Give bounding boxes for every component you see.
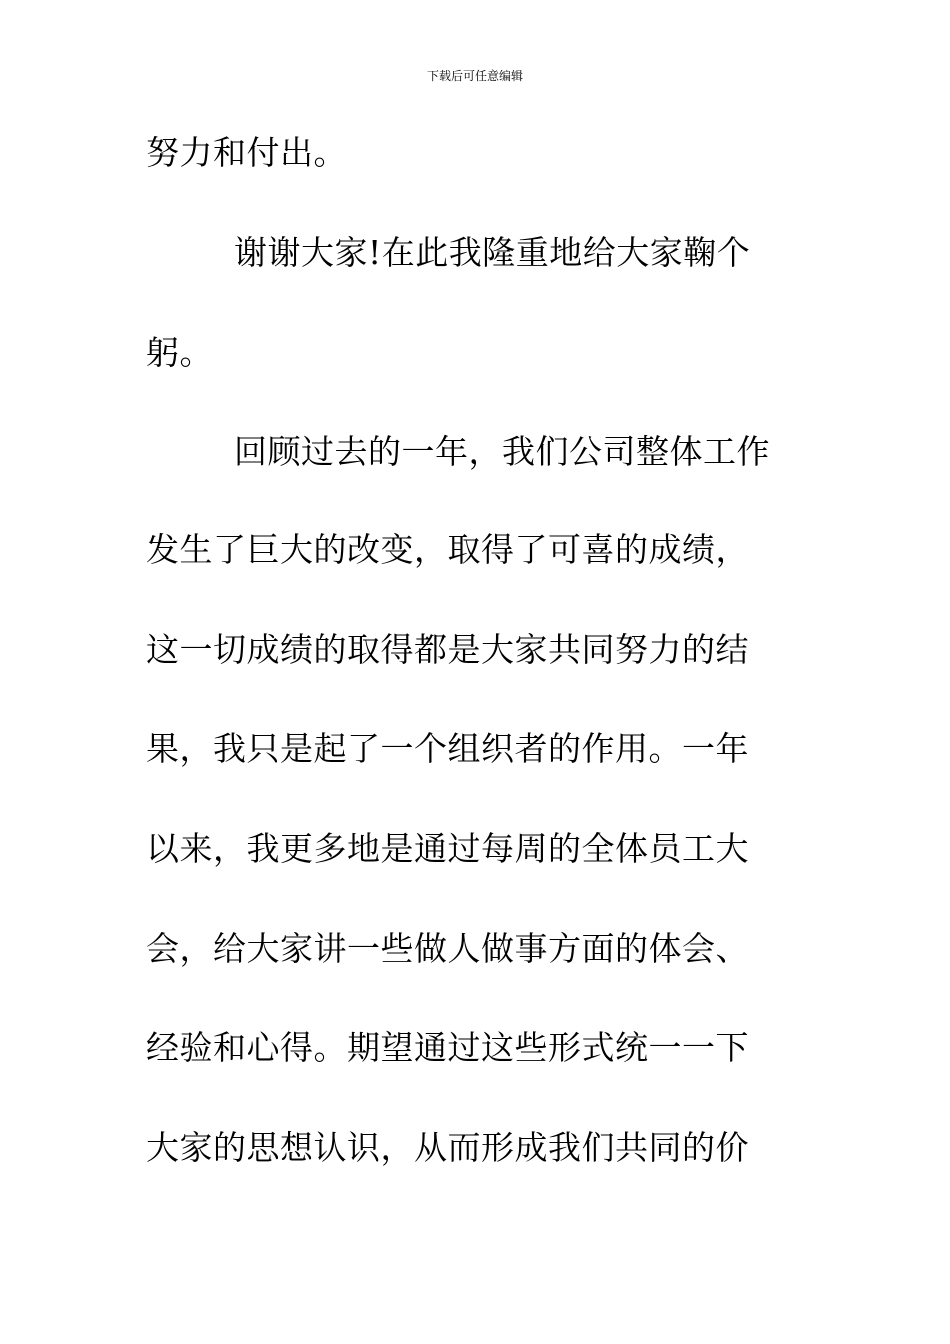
paragraph-line: 躬。 — [146, 333, 213, 372]
paragraph-line: 会，给大家讲一些做人做事方面的体会、 — [146, 929, 749, 968]
paragraph-line: 以来，我更多地是通过每周的全体员工大 — [146, 829, 749, 868]
paragraph-line: 回顾过去的一年，我们公司整体工作 — [234, 432, 770, 471]
paragraph-line: 这一切成绩的取得都是大家共同努力的结 — [146, 630, 749, 669]
paragraph-line: 经验和心得。期望通过这些形式统一一下 — [146, 1028, 749, 1067]
paragraph-line: 谢谢大家!在此我隆重地给大家鞠个 — [234, 233, 751, 272]
paragraph-line: 果，我只是起了一个组织者的作用。一年 — [146, 729, 749, 768]
paragraph-line: 努力和付出。 — [146, 133, 347, 172]
page-header: 下载后可任意编辑 — [426, 69, 523, 83]
paragraph-line: 大家的思想认识，从而形成我们共同的价 — [146, 1128, 749, 1167]
paragraph-line: 发生了巨大的改变，取得了可喜的成绩， — [146, 530, 749, 569]
